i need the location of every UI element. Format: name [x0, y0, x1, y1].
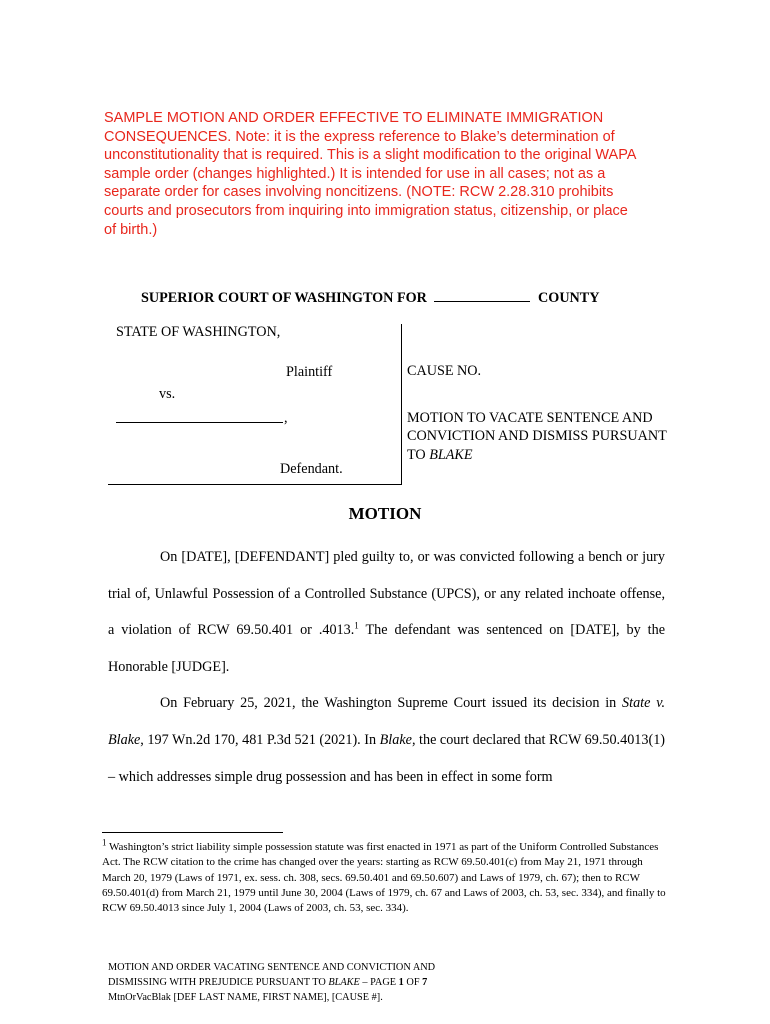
motion-body [108, 539, 665, 795]
page-total: 7 [422, 976, 428, 988]
footer-blake: BLAKE [328, 976, 360, 988]
note-line: CONSEQUENCES. Note: it is the express reference to Blake’s determination of [104, 128, 615, 145]
note-line: sample order (changes highlighted.) It is intended for use in all cases; not as a [104, 165, 606, 182]
note-line: separate order for cases involving noncitizens. (NOTE: RCW 2.28.310 prohibits [104, 184, 614, 201]
note-line: unconstitutionality that is required. This is a slight modification to the original WAPA [104, 147, 637, 164]
case-name: Blake [379, 731, 412, 748]
note-line: SAMPLE MOTION AND ORDER EFFECTIVE TO ELIMINATE IMMIGRATION [104, 110, 604, 126]
footnote [102, 837, 667, 916]
footnote-ref: 1 [354, 620, 359, 631]
footer-line [108, 976, 528, 991]
document-title-line: MOTION TO VACATE SENTENCE AND [407, 409, 653, 426]
document-title-to: TO [407, 446, 426, 463]
page-footer [108, 961, 528, 1005]
document-title-line [407, 446, 667, 465]
page-number: 1 [398, 976, 404, 988]
court-title-prefix: SUPERIOR COURT OF WASHINGTON FOR [141, 290, 427, 306]
footer-line: MtnOrVacBlak [DEF LAST NAME, FIRST NAME], [CAUSE #]. [108, 991, 383, 1003]
paragraph-text: , 197 Wn.2d 170, 481 P.3d 521 (2021). In [140, 731, 380, 748]
footnote-text: Washington’s strict liability simple possession statute was first enacted in 1971 as part of the Uniform Controlled Substances Act. The RCW citation to the crime has changed over the years: starting as RCW 69.50.401(c) from May 21, 1971 through March 20, 1979 (Laws of 1971, ex. sess. ch. 308, secs. 69.50.401 and 69.50.607) and Laws of 1979, ch. 67); then to RCW 69.50.401(d) from March 21, 1979 until June 30, 2004 (Laws of 1979, ch. 67 and Laws of 2003, ch. 53, sec. 334), and finally to RCW 69.50.4013 since July 1, 2004 (Laws of 2003, ch. 53, sec. 334). [102, 841, 666, 915]
note-line: of birth.) [104, 221, 158, 238]
county-blank [434, 289, 530, 302]
paragraph-text: , the court declared that RCW 69.50.4013(1) – which addresses simple drug possession and has been in effect in some form [108, 731, 666, 785]
defendant-name-blank [116, 419, 283, 423]
document-title-line: CONVICTION AND DISMISS PURSUANT [407, 428, 667, 444]
footer-line: MOTION AND ORDER VACATING SENTENCE AND CONVICTION AND [108, 962, 436, 973]
defendant-label: Defendant. [280, 461, 343, 477]
paragraph-text: On [DATE], [DEFENDANT] pled guilty to, or was convicted following a bench or jury trial of, Unlawful Possession of a Controlled Substance (UPCS), or any related inchoate offense, a violation of RCW 69.50.401 or .4013. [108, 549, 665, 639]
court-title [141, 289, 600, 307]
footer-text: OF [403, 976, 423, 988]
footnote-divider [102, 832, 283, 833]
paragraph-text: On February 25, 2021, the Washington Supreme Court issued its decision in [160, 695, 623, 712]
motion-paragraph-2 [108, 685, 665, 795]
plaintiff-label: Plaintiff [286, 364, 333, 380]
case-name: State v. Blake [108, 695, 665, 748]
motion-heading: MOTION [348, 504, 422, 523]
versus-label: vs. [159, 386, 176, 402]
court-title-suffix: COUNTY [538, 290, 600, 306]
defendant-comma: , [284, 410, 288, 426]
motion-paragraph-1 [108, 539, 665, 685]
footer-text: DISMISSING WITH PREJUDICE PURSUANT TO [108, 976, 329, 988]
red-instruction-note [104, 109, 674, 239]
footer-text: – PAGE [359, 976, 399, 988]
document-title-blake: BLAKE [429, 446, 473, 463]
state-party: STATE OF WASHINGTON, [116, 324, 281, 340]
note-line: courts and prosecutors from inquiring into immigration status, citizenship, or place [104, 202, 628, 219]
footnote-mark: 1 [102, 837, 107, 848]
paragraph-text: The defendant was sentenced on [DATE], by the Honorable [JUDGE]. [108, 622, 665, 675]
case-caption-parties [108, 324, 402, 485]
cause-number-label: CAUSE NO. [407, 363, 482, 379]
case-caption-title [407, 362, 667, 464]
